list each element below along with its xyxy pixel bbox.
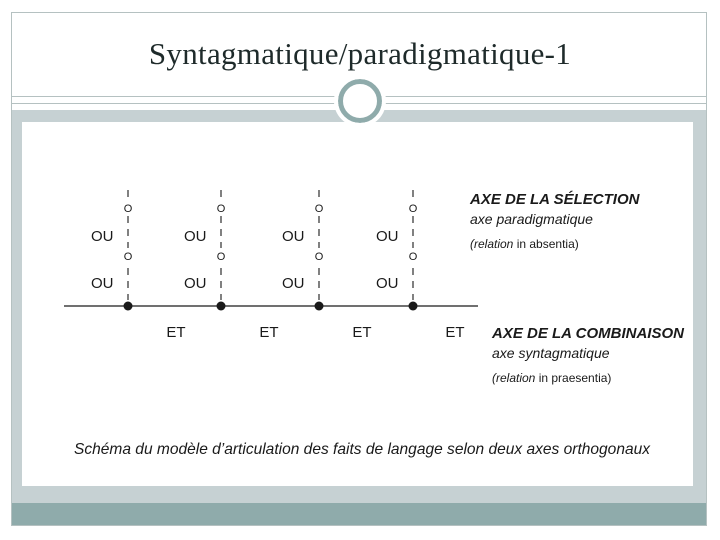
combination-note-suffix: in praesentia) [535,371,612,385]
combination-axis-title: AXE DE LA COMBINAISON [492,325,684,342]
combination-axis-subtitle: axe syntagmatique [492,345,610,361]
ou-label: OU [376,275,399,292]
selection-axis-title: AXE DE LA SÉLECTION [470,191,640,208]
ou-label: OU [282,275,305,292]
node-mark: O [314,251,324,263]
et-label: ET [259,324,279,341]
footer-bar [12,503,706,525]
combination-note-prefix: (relation [492,371,536,385]
axis-node [409,302,418,311]
node-mark: O [123,251,133,263]
circle-ornament [338,79,382,123]
ou-label: OU [91,275,114,292]
ou-label: OU [184,228,207,245]
axis-node [217,302,226,311]
axes-diagram [22,122,693,486]
slide-title: Syntagmatique/paradigmatique-1 [148,36,572,71]
diagram-panel [22,122,693,486]
et-label: ET [445,324,465,341]
diagram-caption: Schéma du modèle d’articulation des faits de langage selon deux axes orthogonaux [74,441,651,458]
node-mark: O [216,203,226,215]
node-mark: O [123,203,133,215]
node-mark: O [408,251,418,263]
axis-node [315,302,324,311]
node-mark: O [408,203,418,215]
axis-node [124,302,133,311]
selection-axis-note [470,237,579,251]
selection-axis-subtitle: axe paradigmatique [470,211,593,227]
et-label: ET [166,324,186,341]
combination-axis-note [492,371,611,385]
ou-label: OU [184,275,207,292]
node-mark: O [216,251,226,263]
node-mark: O [314,203,324,215]
et-label: ET [352,324,372,341]
ou-label: OU [376,228,399,245]
ou-label: OU [282,228,305,245]
selection-note-suffix: in absentia) [513,237,579,251]
selection-note-prefix: (relation [470,237,514,251]
ou-label: OU [91,228,114,245]
